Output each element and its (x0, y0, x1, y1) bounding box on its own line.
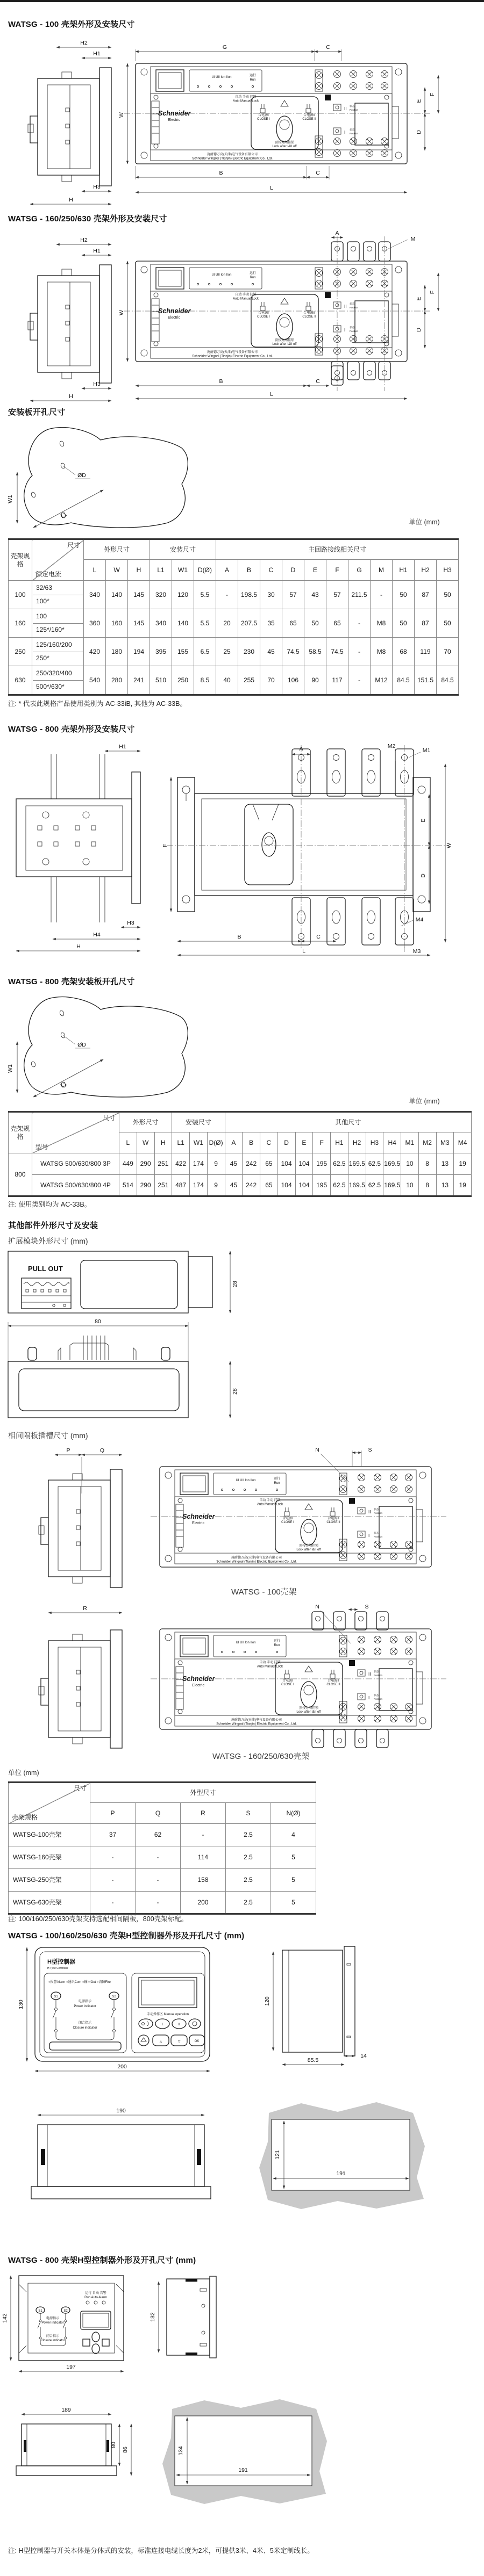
closure-indicator-cn: 闭合指示 (46, 2335, 60, 2338)
dim-w: W (118, 310, 125, 315)
hcontroller-drawing (0, 1942, 484, 2246)
s2-label: S2 (112, 1995, 116, 1998)
button-ok: OK (194, 2040, 200, 2043)
group-install: 安装尺寸 (150, 539, 216, 560)
dim-191: 191 (336, 2170, 346, 2177)
dim-l: L (302, 948, 305, 954)
dim-b: B (219, 170, 223, 176)
dim-h: H (69, 393, 73, 400)
table-row: WATSG-160壳架 - - 114 2.5 5 (9, 1846, 316, 1869)
dim-n: N (315, 1604, 319, 1610)
dim-b: B (237, 934, 241, 940)
dim-h3: H3 (93, 381, 101, 387)
table-row: 160 100 125*/160* 360 160 145 340 140 5.5 20 207.5 35 65 50 65 - M8 50 87 50 (9, 609, 459, 638)
expansion-module-top-view (0, 1249, 247, 1318)
dim-80: 80 (95, 1319, 101, 1325)
dim-l: L (270, 391, 273, 398)
closure-indicator-cn: 闭合指示 (78, 2022, 92, 2025)
watsg800-outline-drawing (0, 742, 484, 963)
section-title-plate: 安装板开孔尺寸 (8, 408, 66, 417)
dim-m: M (410, 236, 416, 242)
dim-h2: H2 (80, 40, 88, 46)
power-indicator-cn: 电源指示 (78, 2000, 92, 2003)
dim-134: 134 (177, 2446, 184, 2456)
dim-f: F (429, 290, 436, 294)
dim-h1: H1 (93, 248, 101, 254)
diagonal-header: 尺寸 型号 (32, 1112, 119, 1153)
dim-f: F (429, 92, 436, 97)
dim-p: P (66, 1447, 70, 1454)
controller-led-row: ○报警Alarm ○通讯Com ○输出Out ○消防Fire (48, 1981, 111, 1984)
dim-28: 28 (232, 1388, 238, 1395)
dim-d: D (420, 874, 426, 878)
dim-189: 189 (61, 2407, 71, 2413)
dim-m2: M2 (387, 743, 396, 749)
section-title-watsg160: WATSG - 160/250/630 壳架外形及安装尺寸 (8, 214, 167, 223)
button-ii: II (178, 2023, 180, 2026)
hcontroller800-drawing (0, 2268, 484, 2576)
led-labels-en: Run Auto Alarm (84, 2296, 107, 2299)
dim-86: 86 (122, 2447, 129, 2453)
dim-191: 191 (238, 2467, 248, 2473)
table-row: WATSG-250壳架 - - 158 2.5 5 (9, 1869, 316, 1892)
caption-frame100: WATSG - 100壳架 (231, 1588, 297, 1597)
plate800-cutout-drawing (0, 991, 484, 1106)
dim-h2: H2 (80, 237, 88, 243)
dim-w1: W1 (7, 1064, 13, 1073)
expansion-module-front-view (0, 1319, 247, 1422)
controller-title-en: H Type Controller (47, 1967, 68, 1970)
section-title-expansion: 扩展模块外形尺寸 (mm) (8, 1237, 88, 1245)
dim-l1: L1 (59, 1080, 68, 1089)
dim-s: S (365, 1604, 369, 1610)
dim-h1: H1 (93, 50, 101, 57)
dim-w: W (446, 843, 452, 848)
dim-132: 132 (150, 2312, 156, 2322)
s2-label: S2 (63, 2310, 68, 2313)
led-labels-cn: 运行 自动 告警 (85, 2292, 106, 2295)
s1-label: S1 (38, 2310, 42, 2313)
section-title-watsg800: WATSG - 800 壳架外形及安装尺寸 (8, 725, 135, 734)
dim-w: W (118, 112, 125, 118)
button-down: ▽ (177, 2040, 181, 2044)
section-title-watsg100: WATSG - 100 壳架外形及安装尺寸 (8, 20, 135, 29)
power-indicator-en: Power indicator (74, 2005, 96, 2008)
section-title-partition: 相间隔板插槽尺寸 (mm) (8, 1431, 88, 1440)
dim-c-top: C (326, 44, 330, 50)
section-title-hcontroller800: WATSG - 800 壳架H型控制器外形及开孔尺寸 (mm) (8, 2256, 196, 2265)
dim-130: 130 (18, 2000, 24, 2009)
diagonal-header: 尺寸 壳架规格 (9, 1783, 90, 1824)
dim-m3: M3 (412, 948, 421, 955)
controller-title-cn: H型控制器 (47, 1959, 75, 1965)
dim-n: N (315, 1447, 319, 1453)
dim-c: C (316, 934, 321, 940)
col-frame-spec: 壳架规格 (9, 1112, 32, 1153)
dim-h3: H3 (93, 184, 101, 190)
dim-120: 120 (264, 1996, 271, 2006)
dim-h: H (76, 943, 81, 950)
dim-121: 121 (274, 2150, 281, 2160)
table1-note: 注: * 代表此规格产品使用类别为 AC-33iB, 其他为 AC-33B。 (8, 700, 187, 708)
watsg160-outline-drawing (0, 230, 484, 407)
dim-142: 142 (2, 2313, 8, 2323)
dim-80: 80 (110, 2442, 117, 2448)
dim-m1: M1 (422, 747, 431, 754)
dim-h3: H3 (127, 920, 134, 926)
dim-b: B (219, 378, 223, 385)
dim-l: L (270, 185, 273, 191)
dim-200: 200 (117, 2063, 127, 2070)
s1-label: S1 (54, 1995, 58, 1998)
dim-28: 28 (232, 1281, 238, 1287)
dim-e: E (416, 99, 422, 103)
unit-label: 单位 (mm) (409, 1098, 440, 1105)
dim-h: H (69, 197, 73, 203)
partition-drawing-100 (0, 1445, 484, 1590)
controller-note: 注: H型控制器与开关本体是分体式的安装，标准连接电缆长度为2米，可提供3米、4米、5米定制线长。 (8, 2547, 314, 2555)
dim-od: ØD (77, 472, 86, 479)
group-wiring: 主回路接线相关尺寸 (216, 539, 459, 560)
dim-197: 197 (66, 2364, 76, 2370)
dim-a: A (335, 230, 339, 236)
table-row: 630 250/320/400 500*/630* 540 280 241 510 250 8.5 40 255 70 106 90 117 - M12 84.5 151.5 84.5 (9, 666, 459, 695)
table2-note: 注: 使用类别均为 AC-33B。 (8, 1201, 91, 1208)
section-title-others: 其他部件外形尺寸及安装 (8, 1221, 98, 1230)
partition-slot-table: 尺寸 壳架规格 外型尺寸 P Q R S N(Ø) WATSG-100壳架 37 62 - 2.5 4 WATSG-160壳架 - - 114 2.5 5 WATSG-250壳架 - - 158 2.5 5 WATSG-630壳架 - - 200 2.5 5 (8, 1781, 316, 1915)
power-indicator-en: Power indicator (41, 2321, 64, 2325)
dim-f: F (162, 843, 168, 848)
button-i: I (162, 2023, 163, 2026)
table3-note: 注: 100/160/250/630壳架支持选配相间隔板，800壳架标配。 (8, 1915, 188, 1923)
table-row: WATSG-100壳架 37 62 - 2.5 4 (9, 1824, 316, 1846)
group-outline: 外形尺寸 (84, 539, 150, 560)
caption-frame160: WATSG - 160/250/630壳架 (212, 1752, 310, 1761)
dim-l1: L1 (59, 511, 68, 520)
dim-h1: H1 (119, 744, 126, 750)
dim-h4: H4 (93, 932, 101, 938)
dim-d: D (416, 130, 422, 134)
partition-drawing-160 (0, 1603, 484, 1749)
closure-indicator-en: Closure indicator (40, 2339, 65, 2342)
diagonal-header: 尺寸 额定电流 (32, 539, 84, 581)
power-indicator-cn: 电源指示 (46, 2317, 60, 2320)
dim-q: Q (99, 1447, 105, 1454)
frame800-dimension-table: 壳架规格 尺寸 型号 外形尺寸 安装尺寸 其他尺寸 L W H L1 W1 D(Ø) A B C D E F H1 H2 H3 H4 M1 M2 M3 M4 800 WATSG 500/630/800 3P 449 290 251 422 174 9 45 242 65 104 104 195 62.5 169.5 62.5 169.5 10 8 13 19 WATSG 500/630/800 4P 514 290 251 487 174 9 45 242 65 104 104 195 62.5 169.5 62.5 169.5 10 8 13 19 (8, 1111, 472, 1197)
dim-d: D (416, 328, 422, 332)
dim-s: S (368, 1447, 372, 1453)
table-row: WATSG 500/630/800 4P 514 290 251 487 174 9 45 242 65 104 104 195 62.5 169.5 62.5 169.5 10 8 13 19 (9, 1175, 472, 1196)
watsg100-outline-drawing (0, 35, 484, 213)
dim-r: R (83, 1605, 87, 1612)
dim-w1: W1 (7, 495, 13, 503)
dim-e: E (416, 297, 422, 301)
closure-indicator-en: Closure indicator (73, 2026, 97, 2030)
frame-dimension-table: 壳架规格 尺寸 额定电流 外形尺寸 安装尺寸 主回路接线相关尺寸 L W H L1 W1 D(Ø) A B C D E F G M H1 H2 H3 100 32/63 100* 340 140 145 320 120 5.5 - 198.5 30 57 43 57 211.5 - 50 87 50 160 100 125*/160* 360 160 145 340 140 5.5 20 207.5 35 65 50 65 - M8 50 87 50 250 125/160/200 250* 420 180 194 395 155 6.5 25 230 45 74.5 58.5 74.5 - M8 68 119 70 630 250/320/400 500*/630* 540 280 241 510 250 8.5 40 255 70 106 90 117 - M12 84.5 151.5 84.5 (8, 538, 459, 696)
dim-c: C (316, 378, 320, 385)
table-row: WATSG-630壳架 - - 200 2.5 5 (9, 1892, 316, 1914)
dim-a: A (299, 746, 303, 752)
pull-out-label: PULL OUT (28, 1265, 63, 1273)
col-frame-spec: 壳架规格 (9, 539, 32, 581)
manual-zone-label: 手动操作区 Manual operation (146, 2013, 189, 2016)
top-border (0, 0, 484, 2)
dim-e: E (420, 818, 426, 822)
dim-m4: M4 (415, 917, 424, 923)
dim-od: ØD (77, 1042, 86, 1048)
dim-190: 190 (116, 2108, 126, 2114)
table-row: 100 32/63 100* 340 140 145 320 120 5.5 - 198.5 30 57 43 57 211.5 - 50 87 50 (9, 581, 459, 609)
table-row: 800 WATSG 500/630/800 3P 449 290 251 422 174 9 45 242 65 104 104 195 62.5 169.5 62.5 169.5 10 8 13 19 (9, 1153, 472, 1175)
dim-85-5: 85.5 (307, 2057, 319, 2063)
section-title-hcontroller: WATSG - 100/160/250/630 壳架H型控制器外形及开孔尺寸 (mm) (8, 1931, 245, 1940)
dim-c-bottom: C (316, 170, 320, 176)
dim-g: G (222, 44, 227, 50)
unit-label: 单位 (mm) (8, 1769, 39, 1777)
unit-label: 单位 (mm) (409, 518, 440, 526)
section-title-plate800: WATSG - 800 壳架安装板开孔尺寸 (8, 977, 135, 986)
dim-14: 14 (360, 2053, 367, 2059)
table-row: 250 125/160/200 250* 420 180 194 395 155 6.5 25 230 45 74.5 58.5 74.5 - M8 68 119 70 (9, 638, 459, 666)
button-up: △ (159, 2040, 162, 2044)
